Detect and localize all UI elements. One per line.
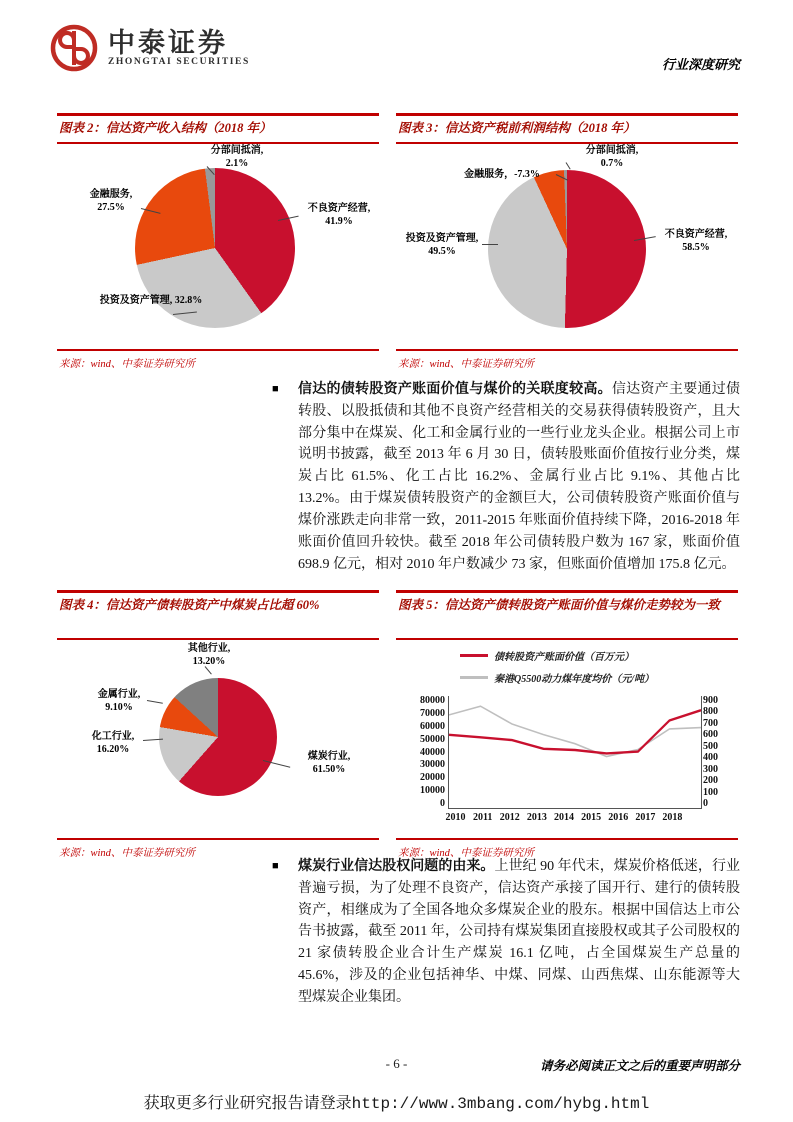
tick-label: 200	[703, 775, 718, 787]
zhongtai-logo-icon	[50, 24, 98, 72]
tick-label: 2010	[445, 812, 466, 823]
pie-label-text: 其他行业,	[187, 643, 231, 654]
x-axis-ticks	[396, 809, 686, 823]
footer-notice: 请务必阅读正文之后的重要声明部分	[539, 1059, 740, 1073]
pie-label	[289, 750, 369, 776]
right-axis-ticks	[700, 696, 738, 809]
pie-label-pct: 49.5%	[428, 245, 456, 257]
pie-label	[182, 144, 292, 170]
tick-label: 10000	[420, 785, 445, 797]
tick-label: 40000	[420, 746, 445, 758]
promo-line	[0, 1090, 793, 1113]
page-header	[50, 24, 740, 84]
pie-label-text: 投资及资产管理,	[405, 232, 479, 244]
series-line	[449, 710, 701, 753]
brand-name-en: ZHONGTAI SECURITIES	[108, 57, 250, 68]
tick-label: 2012	[499, 812, 520, 823]
line-chart-svg	[448, 696, 702, 809]
legend-swatch-red	[460, 654, 488, 657]
tick-label: 2016	[608, 812, 629, 823]
report-type-label: 行业深度研究	[661, 57, 740, 72]
tick-label: 0	[440, 798, 445, 809]
pie-label-pct: 16.20%	[96, 744, 130, 755]
tick-label: 30000	[420, 759, 445, 771]
figure-2-chart	[57, 144, 379, 347]
tick-label: 20000	[420, 772, 445, 784]
tick-label: 80000	[420, 695, 445, 706]
pie-label-pct: 0.7%	[600, 157, 624, 169]
pie-label-pct: 27.5%	[97, 201, 125, 213]
pie-label-pct: -7.3%	[514, 168, 540, 180]
pie-label-text: 分部间抵消,	[210, 144, 264, 156]
figure-2-source: 来源：wind、中泰证券研究所	[57, 349, 379, 371]
tick-label: 2017	[635, 812, 656, 823]
pie-label	[444, 168, 560, 181]
pie-label-text: 煤炭行业,	[307, 751, 351, 762]
legend-item	[460, 648, 738, 663]
figure-5-chart	[396, 640, 738, 836]
tick-label: 600	[703, 729, 718, 741]
figure-2-title: 图表 2：信达资产收入结构（2018 年）	[57, 113, 379, 144]
brand-name-cn: 中泰证券	[108, 27, 228, 58]
figure-row-2	[57, 590, 738, 860]
tick-label: 50000	[420, 733, 445, 745]
pie-label	[99, 294, 203, 307]
paragraph-2-text	[298, 856, 740, 1009]
figure-3-chart	[396, 144, 738, 347]
paragraph-1-lead: 信达的债转股资产账面价值与煤价的关联度较高。	[298, 382, 612, 397]
pie-label-text: 化工行业,	[91, 731, 135, 742]
pie-label-pct: 61.50%	[312, 764, 346, 775]
pie-label-text: 金融服务，	[464, 168, 515, 180]
brand	[50, 24, 250, 72]
line-plot-area	[396, 694, 738, 809]
paragraph-2-lead: 煤炭行业信达股权问题的由来。	[298, 859, 495, 874]
tick-label: 0	[703, 797, 708, 809]
legend-item	[460, 670, 738, 685]
pie-label	[396, 232, 488, 258]
tick-label: 2018	[662, 812, 683, 823]
tick-label: 800	[703, 706, 718, 718]
footer	[0, 1056, 793, 1076]
promo-text: 获取更多行业研究报告请登录	[143, 1095, 352, 1113]
tick-label: 70000	[420, 707, 445, 719]
tick-label: 700	[703, 717, 718, 729]
pie-label	[85, 688, 153, 714]
figure-5-source: 来源：wind、中泰证券研究所	[396, 838, 738, 860]
figure-4-pie	[159, 678, 277, 796]
figure-5-title: 图表 5：信达资产债转股资产账面价值与煤价走势较为一致	[396, 590, 738, 640]
paragraph-2	[272, 856, 740, 1009]
plot	[448, 696, 700, 809]
pie-label-text: 不良资产经营,	[664, 228, 728, 240]
pie-label	[75, 188, 147, 214]
pie-label-pct: 2.1%	[225, 157, 249, 169]
figure-2	[57, 113, 379, 371]
paragraph-2-body: 上世纪 90 年代末，煤炭价格低迷，行业普遍亏损，为了处理不良资产，信达资产承接了国开行、建行的债转股资产，相继成为了全国各地众多煤炭企业的股东。根据中国信达上市公告书披露，截至 2011 年，公司持有煤炭集团直接股权或其子公司股权的 21 家债转股企业合计生产煤炭 16.1 亿吨，占全国煤炭生产总量的 45.6%，涉及的企业包括神华、中煤、同煤、山西焦煤、山东能源等大型煤炭企业集团。	[298, 859, 741, 1005]
legend-label: 债转股资产账面价值（百万元）	[494, 652, 634, 663]
tick-label: 2011	[472, 812, 493, 823]
bullet-icon: ■	[272, 383, 279, 395]
pie-label-pct: 9.10%	[105, 702, 133, 713]
pie-label	[75, 730, 151, 756]
tick-label: 2014	[553, 812, 574, 823]
pie-label-text: 金融服务,	[89, 188, 133, 200]
pie-label-text: 分部间抵消,	[585, 144, 639, 156]
pie-label-pct: 58.5%	[682, 241, 710, 253]
figure-3	[396, 113, 738, 371]
tick-label: 2013	[526, 812, 547, 823]
pie-label	[552, 144, 672, 170]
bullet-icon: ■	[272, 860, 279, 872]
tick-label: 300	[703, 763, 718, 775]
tick-label: 60000	[420, 720, 445, 732]
figure-3-pie	[488, 170, 646, 328]
tick-label: 400	[703, 752, 718, 764]
paragraph-1	[272, 379, 740, 575]
figure-4-title: 图表 4：信达资产债转股资产中煤炭占比超 60%	[57, 590, 379, 640]
legend-label: 秦港Q5500动力煤年度均价（元/吨）	[494, 674, 654, 685]
pie-label	[169, 642, 249, 668]
chart-legend	[396, 640, 738, 694]
pie-label-text: 金属行业,	[97, 689, 141, 700]
figure-5	[396, 590, 738, 860]
pie-label-pct: 32.8%	[174, 294, 203, 306]
tick-label: 2015	[581, 812, 602, 823]
pie-label-pct: 13.20%	[192, 656, 226, 667]
left-axis-ticks	[400, 696, 448, 809]
paragraph-1-body: 信达资产主要通过债转股、以股抵债和其他不良资产经营相关的交易获得债转股资产，且大部分集中在煤炭、化工和金属行业的一些行业龙头企业。根据公司上市说明书披露，截至 2013 年 6 月 30 日，债转股账面价值按行业分类，煤炭占比 61.5%、化工占比 16.2%、金属行业占比 9.1%、其他占比 13.2%。由于煤炭债转股资产的金额巨大，公司债转股资产账面价值与煤价涨跌走向非常一致，2011-2015 年账面价值持续下降，2016-2018 年账面价值回升较快。截至 2018 年公司债转股户数为 167 家，账面价值 698.9 亿元，相对 2010 年户数减少 73 家，但账面价值增加 175.8 亿元。	[298, 382, 741, 572]
figure-4-source: 来源：wind、中泰证券研究所	[57, 838, 379, 860]
brand-text	[108, 29, 250, 67]
promo-link[interactable]: http://www.3mbang.com/hybg.html	[351, 1095, 650, 1113]
figure-4	[57, 590, 379, 860]
figure-3-source: 来源：wind、中泰证券研究所	[396, 349, 738, 371]
pie-label-text: 不良资产经营,	[307, 202, 371, 214]
figure-row-1	[57, 113, 738, 371]
figure-3-title: 图表 3：信达资产税前利润结构（2018 年）	[396, 113, 738, 144]
paragraph-1-text	[298, 379, 740, 575]
tick-label: 900	[703, 695, 718, 706]
tick-label: 500	[703, 740, 718, 752]
page-number: - 6 -	[385, 1056, 408, 1071]
pie-label	[654, 228, 738, 254]
tick-label: 100	[703, 786, 718, 798]
figure-4-chart	[57, 640, 379, 836]
pie-label	[299, 202, 379, 228]
legend-swatch-gray	[460, 676, 488, 679]
pie-label-text: 投资及资产管理,	[99, 294, 173, 306]
pie-label-pct: 41.9%	[325, 215, 353, 227]
